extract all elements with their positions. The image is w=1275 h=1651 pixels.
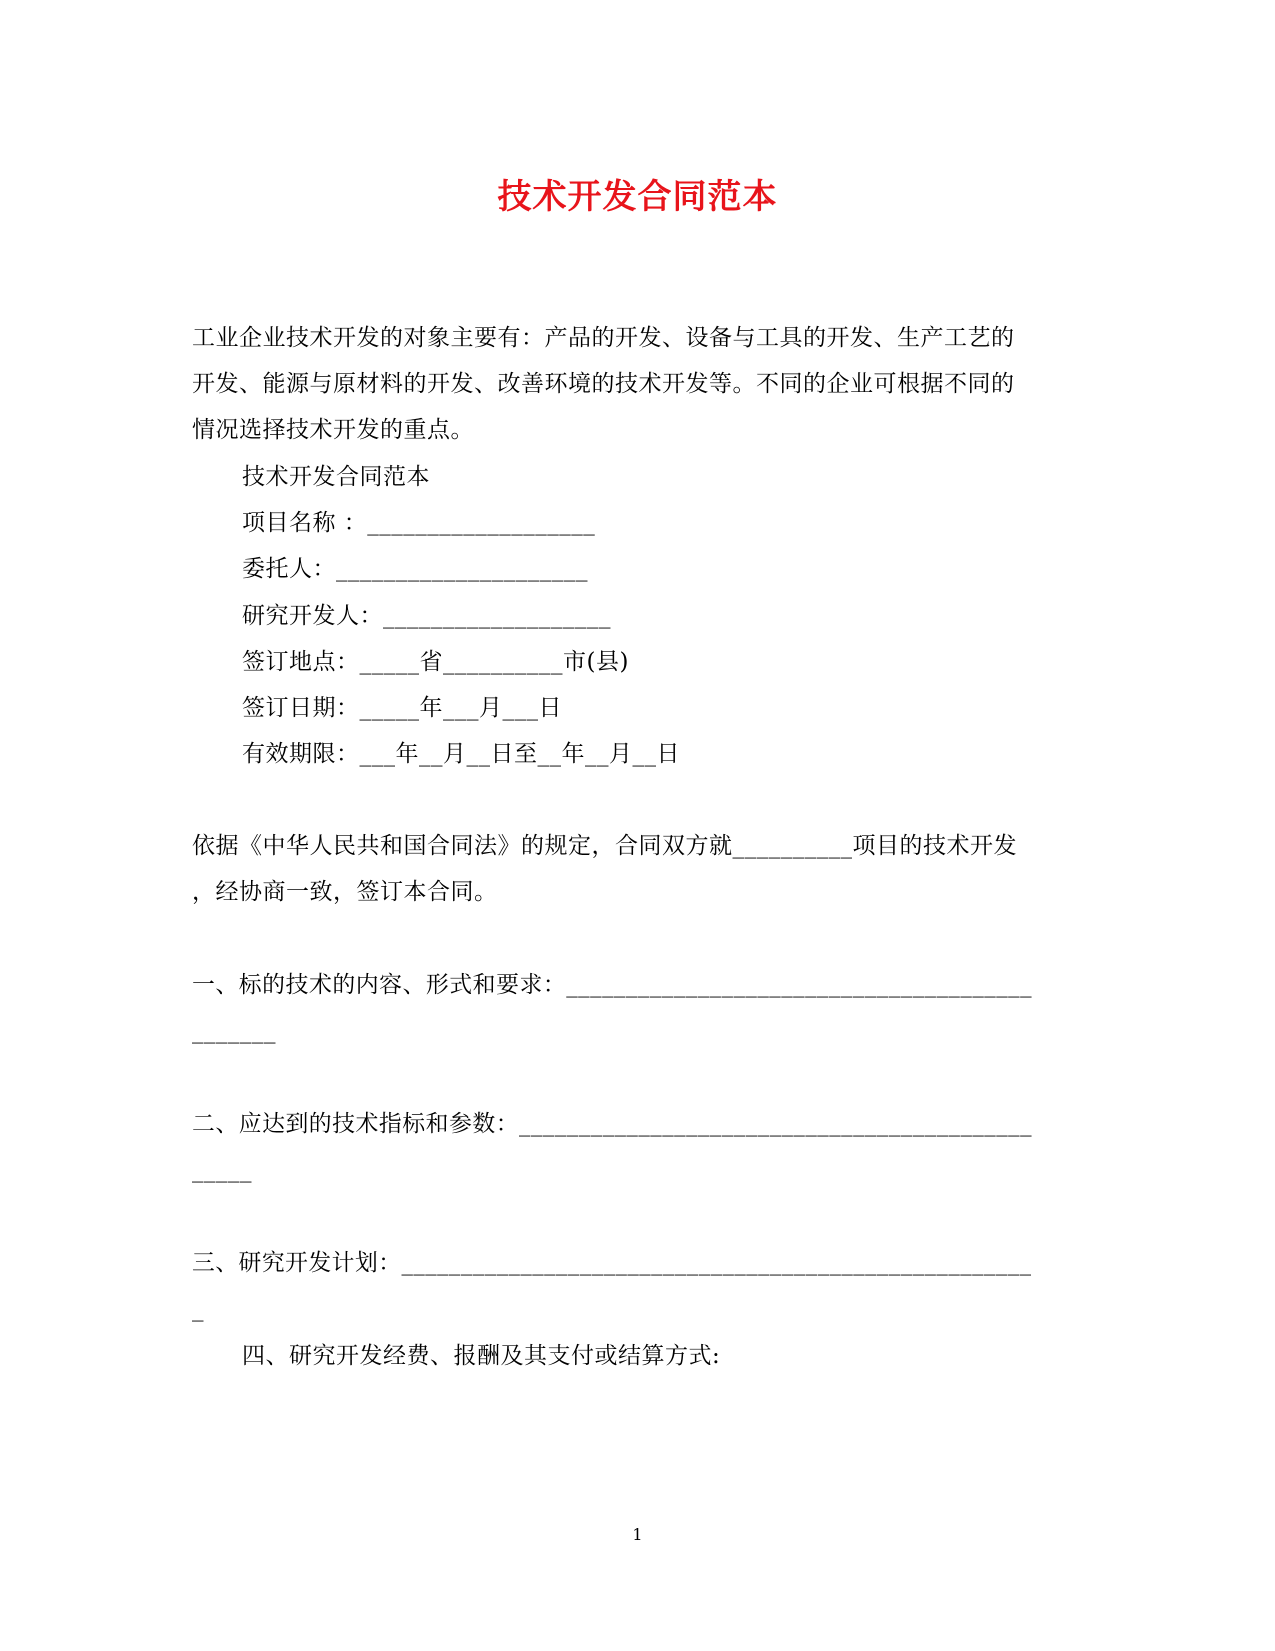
- field-signing-place: 签订地点：_____省__________市(县): [242, 649, 629, 675]
- basis-line-1: 依据《中华人民共和国合同法》的规定，合同双方就__________项目的技术开发: [192, 833, 1017, 859]
- field-signing-date: 签订日期：_____年___月___日: [242, 695, 562, 721]
- clause-1-line-1: 一、标的技术的内容、形式和要求：_______________________________________: [192, 972, 1033, 998]
- basis-line-2: ，经协商一致，签订本合同。: [192, 879, 498, 905]
- form-heading: 技术开发合同范本: [242, 464, 430, 490]
- field-project-name: 项目名称 ：___________________: [242, 510, 596, 536]
- clause-1-line-2: _______: [192, 1018, 276, 1044]
- clause-2-line-2: _____: [192, 1157, 252, 1183]
- field-developer: 研究开发人：___________________: [242, 603, 611, 629]
- document-title: 技术开发合同范本: [497, 177, 778, 217]
- field-validity-period: 有效期限：___年__月__日至__年__月__日: [242, 741, 680, 767]
- clause-3-line-2: _: [192, 1296, 204, 1322]
- field-client: 委托人：_____________________: [242, 556, 588, 582]
- clause-2-line-1: 二、应达到的技术指标和参数：___________________________________________: [192, 1111, 1033, 1137]
- page-number: 1: [632, 1525, 643, 1544]
- intro-line-2: 开发、能源与原材料的开发、改善环境的技术开发等。不同的企业可根据不同的: [192, 371, 1015, 397]
- intro-line-1: 工业企业技术开发的对象主要有：产品的开发、设备与工具的开发、生产工艺的: [192, 325, 1015, 351]
- clause-3-line-1: 三、研究开发计划：_____________________________________________________: [192, 1250, 1032, 1276]
- intro-line-3: 情况选择技术开发的重点。: [192, 417, 474, 443]
- clause-4-heading: 四、研究开发经费、报酬及其支付或结算方式:: [242, 1343, 721, 1369]
